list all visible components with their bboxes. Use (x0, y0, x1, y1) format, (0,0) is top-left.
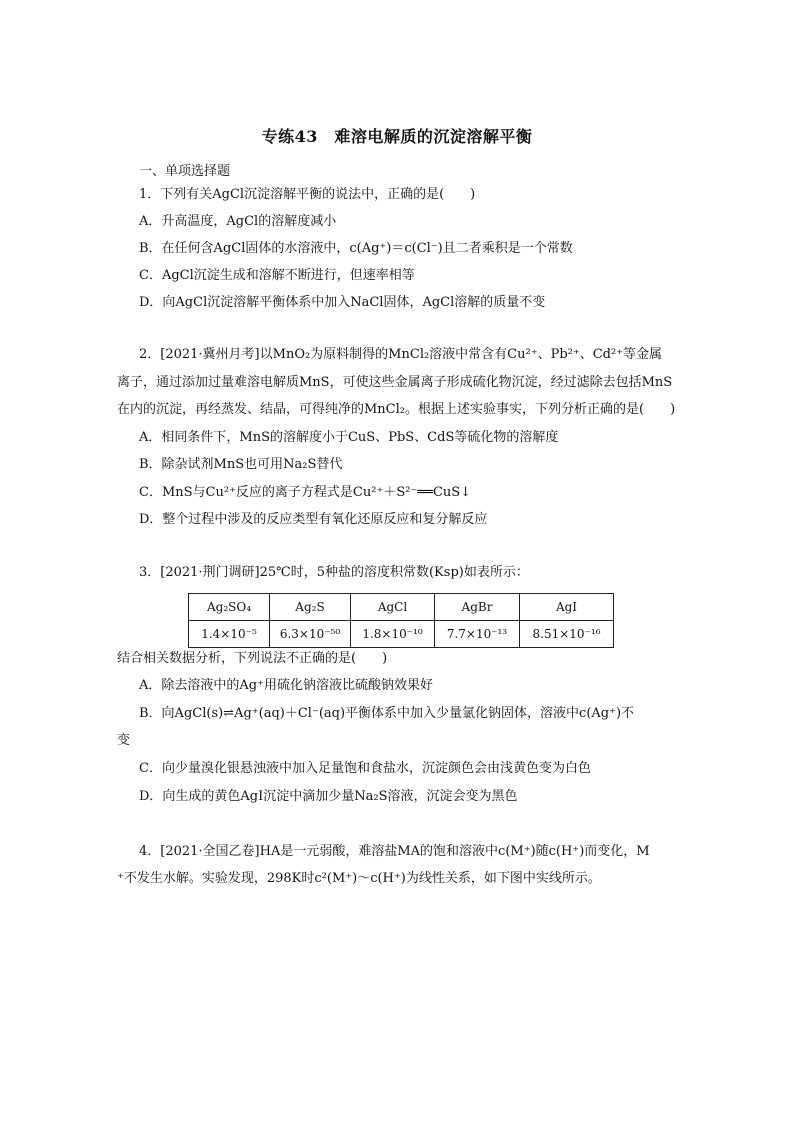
q2-stem-line3: 在内的沉淀，再经蒸发、结晶，可得纯净的MnCl₂。根据上述实验事实，下列分析正确的是( ) (117, 402, 676, 417)
q3-option-a: A．除去溶液中的Ag⁺用硫化钠溶液比硫酸钠效果好 (139, 678, 433, 693)
q1-stem: 1．下列有关AgCl沉淀溶解平衡的说法中，正确的是( ) (139, 187, 476, 202)
ksp-header-cell: Ag₂SO₄ (189, 594, 270, 621)
ksp-header-cell: AgCl (351, 594, 435, 621)
q4-stem-line1: 4．[2021·全国乙卷]HA是一元弱酸，难溶盐MA的饱和溶液中c(M⁺)随c(H⁺)而变化，M (139, 844, 650, 859)
ksp-table (188, 593, 614, 648)
ksp-value-cell: 8.51×10⁻¹⁶ (520, 621, 614, 648)
ksp-header-cell: Ag₂S (270, 594, 351, 621)
ksp-value-cell: 6.3×10⁻⁵⁰ (270, 621, 351, 648)
q1-option-a: A．升高温度，AgCl的溶解度减小 (139, 214, 337, 229)
q1-option-c: C．AgCl沉淀生成和溶解不断进行，但速率相等 (139, 268, 415, 283)
q1-option-d: D．向AgCl沉淀溶解平衡体系中加入NaCl固体，AgCl溶解的质量不变 (139, 295, 546, 310)
ksp-value-cell: 1.4×10⁻⁵ (189, 621, 270, 648)
ksp-value-cell: 1.8×10⁻¹⁰ (351, 621, 435, 648)
q3-option-c: C．向少量溴化银悬浊液中加入足量饱和食盐水，沉淀颜色会由浅黄色变为白色 (139, 761, 591, 776)
q3-option-d: D．向生成的黄色AgI沉淀中滴加少量Na₂S溶液，沉淀会变为黑色 (139, 789, 518, 804)
q3-stem: 3．[2021·荆门调研]25℃时，5种盐的溶度积常数(Ksp)如表所示： (139, 565, 529, 580)
q1-option-b: B．在任何含AgCl固体的水溶液中，c(Ag⁺)＝c(Cl⁻)且二者乘积是一个常数 (139, 241, 573, 256)
q3-option-b-line2: 变 (117, 733, 131, 748)
ksp-table-header-row (189, 594, 614, 621)
q2-option-a: A．相同条件下，MnS的溶解度小于CuS、PbS、CdS等硫化物的溶解度 (139, 430, 559, 445)
ksp-table-value-row (189, 621, 614, 648)
q2-option-b: B．除杂试剂MnS也可用Na₂S替代 (139, 457, 343, 472)
page-title: 专练43 难溶电解质的沉淀溶解平衡 (261, 127, 533, 146)
q2-stem-line1: 2．[2021·冀州月考]以MnO₂为原料制得的MnCl₂溶液中常含有Cu²⁺、Pb²⁺、Cd²⁺等金属 (139, 347, 663, 362)
ksp-value-cell: 7.7×10⁻¹³ (435, 621, 520, 648)
q2-option-d: D．整个过程中涉及的反应类型有氧化还原反应和复分解反应 (139, 512, 488, 527)
ksp-header-cell: AgI (520, 594, 614, 621)
q2-option-c: C．MnS与Cu²⁺反应的离子方程式是Cu²⁺＋S²⁻══CuS↓ (139, 485, 472, 500)
q2-stem-line2: 离子，通过添加过量难溶电解质MnS，可使这些金属离子形成硫化物沉淀，经过滤除去包括MnS (117, 375, 673, 390)
q4-stem-line2: ⁺不发生水解。实验发现，298K时c²(M⁺)～c(H⁺)为线性关系，如下图中实线所示。 (117, 871, 601, 886)
q3-option-b-line1: B．向AgCl(s)⇌Ag⁺(aq)＋Cl⁻(aq)平衡体系中加入少量氯化钠固体，溶液中c(Ag⁺)不 (139, 706, 635, 721)
q3-prompt: 结合相关数据分析，下列说法不正确的是( ) (117, 651, 388, 666)
ksp-header-cell: AgBr (435, 594, 520, 621)
section-heading: 一、单项选择题 (139, 164, 231, 179)
